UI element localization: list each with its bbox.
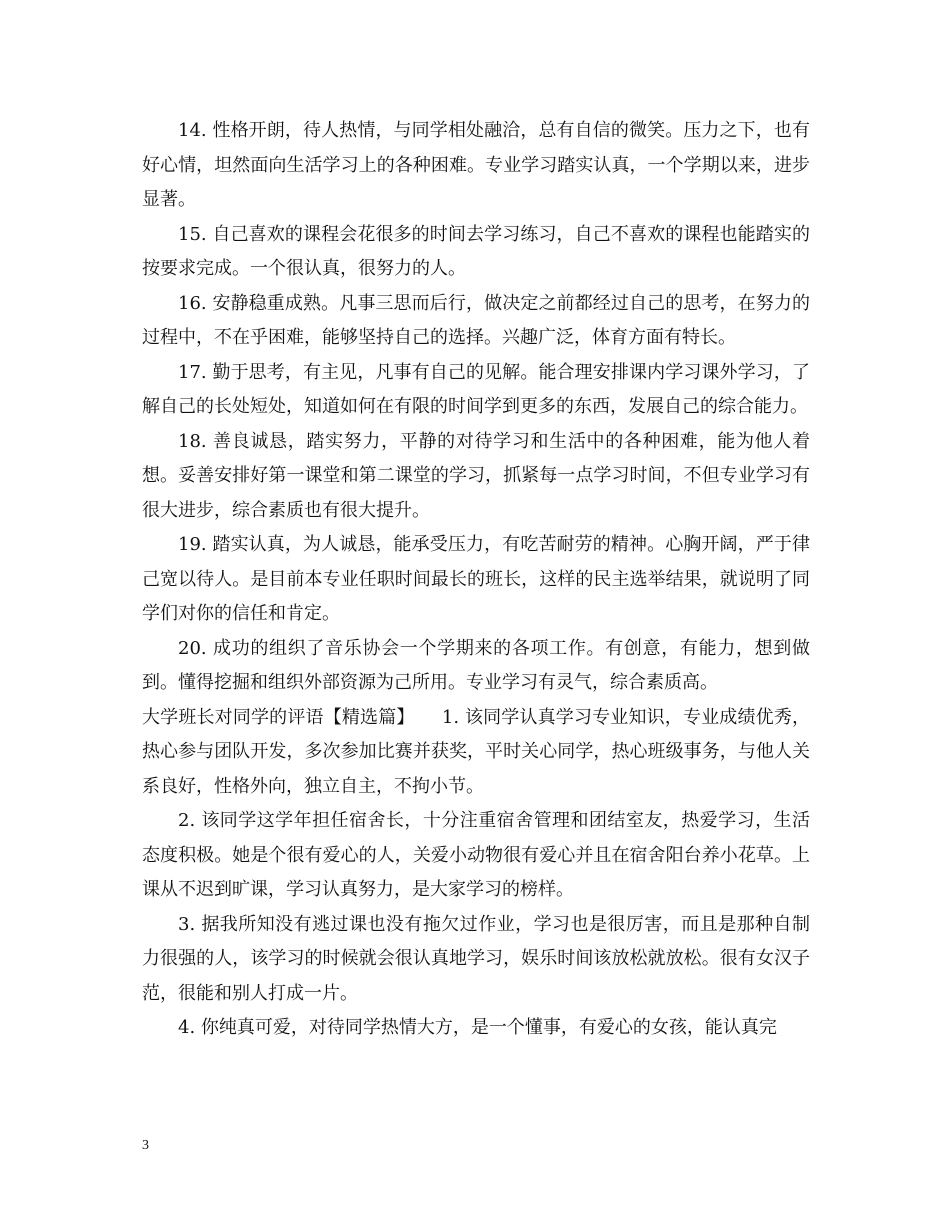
section-heading-paragraph: 大学班长对同学的评语【精选篇】 1. 该同学认真学习专业知识，专业成绩优秀，热心参与团队开发，多次参加比赛并获奖，平时关心同学，热心班级事务，与他人关系良好，性格外向，独立自主，不拘小节。: [142, 706, 810, 797]
document-body: [142, 114, 810, 1046]
paragraph-20: 20. 成功的组织了音乐协会一个学期来的各项工作。有创意，有能力，想到做到。懂得挖掘和组织外部资源为己所用。专业学习有灵气，综合素质高。: [142, 637, 810, 693]
paragraph-14: 14. 性格开朗，待人热情，与同学相处融洽，总有自信的微笑。压力之下，也有好心情，坦然面向生活学习上的各种困难。专业学习踏实认真，一个学期以来，进步显著。: [142, 120, 810, 210]
paragraph-4: 4. 你纯真可爱，对待同学热情大方，是一个懂事，有爱心的女孩，能认真完: [178, 1017, 777, 1038]
paragraph-19: 19. 踏实认真，为人诚恳，能承受压力，有吃苦耐劳的精神。心胸开阔，严于律己宽以待人。是目前本专业任职时间最长的班长，这样的民主选举结果，就说明了同学们对你的信任和肯定。: [142, 534, 810, 624]
paragraph-18: 18. 善良诚恳，踏实努力，平静的对待学习和生活中的各种困难，能为他人着想。妥善安排好第一课堂和第二课堂的学习，抓紧每一点学习时间，不但专业学习有很大进步，综合素质也有很大提升。: [142, 430, 810, 521]
paragraph-15: 15. 自己喜欢的课程会花很多的时间去学习练习，自己不喜欢的课程也能踏实的按要求完成。一个很认真，很努力的人。: [142, 223, 810, 279]
paragraph-2: 2. 该同学这学年担任宿舍长，十分注重宿舍管理和团结室友，热爱学习，生活态度积极。她是个很有爱心的人，关爱小动物很有爱心并且在宿舍阳台养小花草。上课从不迟到旷课，学习认真努力，是大家学习的榜样。: [142, 810, 810, 900]
paragraph-16: 16. 安静稳重成熟。凡事三思而后行，做决定之前都经过自己的思考，在努力的过程中，不在乎困难，能够坚持自己的选择。兴趣广泛，体育方面有特长。: [142, 292, 810, 348]
paragraph-3: 3. 据我所知没有逃过课也没有拖欠过作业，学习也是很厉害，而且是那种自制力很强的人，该学习的时候就会很认真地学习，娱乐时间该放松就放松。很有女汉子范，很能和别人打成一片。: [142, 913, 810, 1004]
page-number: 3: [142, 1138, 149, 1153]
paragraph-17: 17. 勤于思考，有主见，凡事有自己的见解。能合理安排课内学习课外学习，了解自己的长处短处，知道如何在有限的时间学到更多的东西，发展自己的综合能力。: [142, 361, 810, 417]
